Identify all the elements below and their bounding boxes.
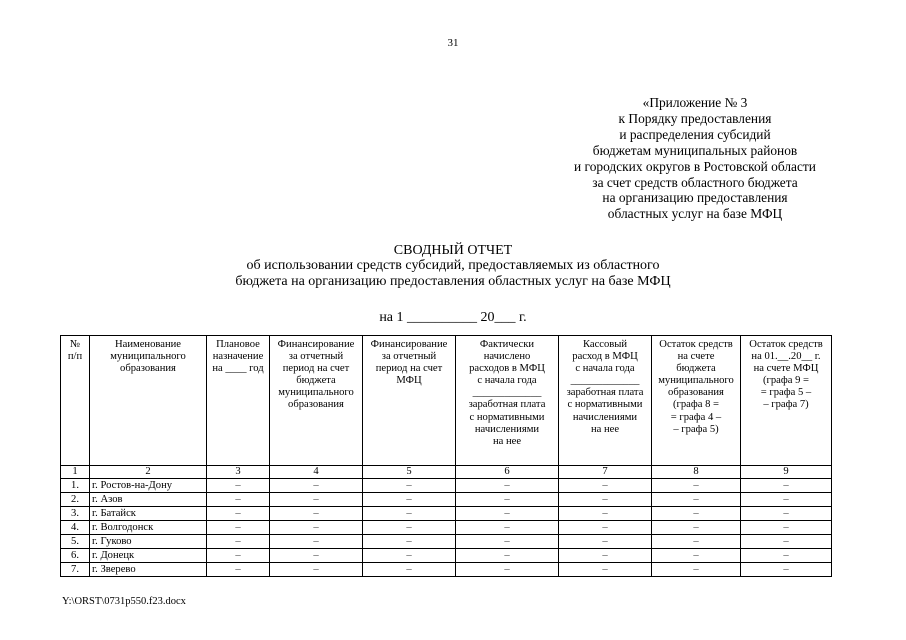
value-cell: – — [559, 507, 652, 521]
table-row — [61, 563, 832, 577]
header-line: на счете — [677, 351, 715, 363]
value-cell: – — [363, 521, 456, 535]
header-line: муниципального — [658, 375, 734, 387]
appendix-line: областных услуг на базе МФЦ — [607, 206, 783, 222]
header-line: Остаток средств — [749, 339, 823, 350]
header-line: с нормативными — [567, 399, 643, 411]
header-line: Наименование — [115, 339, 181, 350]
header-line: образования — [668, 387, 724, 399]
value-cell: – — [741, 535, 832, 549]
header-line: период на счет — [375, 363, 443, 375]
value-cell: – — [207, 563, 270, 577]
row-index-cell: 3. — [61, 507, 90, 521]
header-line: Финансирование — [370, 339, 448, 350]
header-line: образования — [288, 399, 344, 411]
header-line: период на счет — [282, 363, 350, 375]
column-number-cell: 8 — [652, 466, 741, 479]
table-header-cell — [456, 336, 559, 466]
header-line: на нее — [492, 435, 522, 447]
table-row — [61, 535, 832, 549]
value-cell: – — [207, 521, 270, 535]
table-header-cell — [363, 336, 456, 466]
header-line: _____________ — [472, 387, 542, 399]
header-line: начислениями — [474, 423, 540, 435]
header-line: образования — [120, 363, 176, 375]
value-cell: – — [207, 549, 270, 563]
value-cell: – — [456, 535, 559, 549]
value-cell: – — [456, 521, 559, 535]
appendix-line: и распределения субсидий — [619, 126, 771, 142]
row-index-cell: 7. — [61, 563, 90, 577]
value-cell: – — [652, 549, 741, 563]
header-line: с начала года — [575, 363, 635, 375]
value-cell: – — [741, 549, 832, 563]
value-cell: – — [363, 479, 456, 493]
value-cell: – — [270, 493, 363, 507]
table-row — [61, 507, 832, 521]
header-line: – графа 5) — [673, 423, 719, 435]
value-cell: – — [207, 535, 270, 549]
header-line: Остаток средств — [659, 339, 733, 350]
page-number: 31 — [447, 37, 459, 49]
subtitle-line: об использовании средств субсидий, предоставляемых из областного — [246, 258, 660, 274]
municipality-name-cell: г. Донецк — [90, 549, 207, 563]
appendix-line: к Порядку предоставления — [618, 110, 772, 126]
header-line: муниципального — [110, 351, 186, 363]
appendix-line: бюджетам муниципальных районов — [592, 142, 798, 158]
value-cell: – — [652, 521, 741, 535]
header-line: бюджета — [676, 363, 716, 375]
value-cell: – — [270, 563, 363, 577]
header-line: с нормативными — [469, 411, 545, 423]
report-subtitle — [150, 258, 756, 289]
value-cell: – — [207, 493, 270, 507]
report-title-block — [150, 243, 756, 289]
value-cell: – — [363, 563, 456, 577]
value-cell: – — [741, 507, 832, 521]
value-cell: – — [363, 535, 456, 549]
value-cell: – — [652, 535, 741, 549]
header-line: за отчетный — [288, 351, 344, 363]
header-line: № — [69, 339, 81, 350]
table-header-cell — [741, 336, 832, 466]
header-line: назначение — [212, 351, 264, 363]
municipality-name-cell: г. Зверево — [90, 563, 207, 577]
value-cell: – — [456, 507, 559, 521]
table-header-cell — [559, 336, 652, 466]
header-line: заработная плата — [468, 399, 546, 411]
value-cell: – — [363, 549, 456, 563]
table-header-cell — [270, 336, 363, 466]
header-line: _____________ — [570, 375, 640, 387]
value-cell: – — [559, 479, 652, 493]
header-line: (графа 8 = — [672, 399, 719, 411]
subtitle-line: бюджета на организацию предоставления областных услуг на базе МФЦ — [235, 273, 671, 289]
appendix-line: и городских округов в Ростовской области — [574, 158, 816, 174]
header-line: начислениями — [572, 411, 638, 423]
column-number-cell: 1 — [61, 466, 90, 479]
header-line: на 01.__.20__ г. — [751, 351, 821, 363]
table-header-row — [61, 336, 832, 466]
value-cell: – — [559, 521, 652, 535]
appendix-line: на организацию предоставления — [602, 190, 788, 206]
value-cell: – — [363, 507, 456, 521]
appendix-heading — [540, 95, 850, 222]
column-number-cell: 5 — [363, 466, 456, 479]
header-line: п/п — [67, 351, 83, 363]
table-header-cell — [90, 336, 207, 466]
value-cell: – — [270, 479, 363, 493]
appendix-line: за счет средств областного бюджета — [592, 174, 798, 190]
report-date-line: на 1 __________ 20___ г. — [379, 310, 527, 325]
header-line: заработная плата — [566, 387, 644, 399]
value-cell: – — [363, 493, 456, 507]
header-line: = графа 5 – — [760, 387, 812, 399]
row-index-cell: 6. — [61, 549, 90, 563]
header-line: расходов в МФЦ — [469, 363, 545, 375]
value-cell: – — [207, 479, 270, 493]
footer-file-path: Y:\ORST\0731p550.f23.docx — [62, 596, 186, 607]
municipality-name-cell: г. Гуково — [90, 535, 207, 549]
header-line: начислено — [483, 351, 531, 363]
header-line: расход в МФЦ — [572, 351, 638, 363]
municipality-name-cell: г. Азов — [90, 493, 207, 507]
value-cell: – — [652, 563, 741, 577]
value-cell: – — [559, 493, 652, 507]
value-cell: – — [270, 507, 363, 521]
value-cell: – — [741, 521, 832, 535]
column-number-cell: 2 — [90, 466, 207, 479]
table-row — [61, 479, 832, 493]
table-row — [61, 493, 832, 507]
header-line: = графа 4 – — [670, 411, 722, 423]
header-line: МФЦ — [396, 375, 422, 387]
value-cell: – — [456, 479, 559, 493]
row-index-cell: 1. — [61, 479, 90, 493]
header-line: на ____ год — [212, 363, 264, 375]
column-number-cell: 6 — [456, 466, 559, 479]
value-cell: – — [270, 521, 363, 535]
row-index-cell: 4. — [61, 521, 90, 535]
value-cell: – — [559, 535, 652, 549]
row-index-cell: 5. — [61, 535, 90, 549]
value-cell: – — [456, 549, 559, 563]
value-cell: – — [741, 479, 832, 493]
header-line: Финансирование — [277, 339, 355, 350]
header-line: за отчетный — [381, 351, 437, 363]
table-header-cell — [652, 336, 741, 466]
column-number-cell: 3 — [207, 466, 270, 479]
column-number-row — [61, 466, 832, 479]
table-row — [61, 549, 832, 563]
report-table — [60, 335, 832, 577]
value-cell: – — [652, 507, 741, 521]
value-cell: – — [456, 563, 559, 577]
table-header-cell — [61, 336, 90, 466]
value-cell: – — [456, 493, 559, 507]
value-cell: – — [741, 563, 832, 577]
header-line: Фактически — [479, 339, 535, 350]
column-number-cell: 9 — [741, 466, 832, 479]
header-line: – графа 7) — [763, 399, 809, 411]
value-cell: – — [559, 549, 652, 563]
table-header-cell — [207, 336, 270, 466]
header-line: (графа 9 = — [762, 375, 809, 387]
column-number-cell: 7 — [559, 466, 652, 479]
municipality-name-cell: г. Волгодонск — [90, 521, 207, 535]
header-line: бюджета — [296, 375, 336, 387]
table-row — [61, 521, 832, 535]
value-cell: – — [652, 479, 741, 493]
header-line: Кассовый — [582, 339, 628, 350]
municipality-name-cell: г. Ростов-на-Дону — [90, 479, 207, 493]
municipality-name-cell: г. Батайск — [90, 507, 207, 521]
column-number-cell: 4 — [270, 466, 363, 479]
appendix-line: «Приложение № 3 — [642, 95, 748, 110]
report-title: СВОДНЫЙ ОТЧЕТ — [393, 243, 513, 258]
header-line: муниципального — [278, 387, 354, 399]
value-cell: – — [559, 563, 652, 577]
value-cell: – — [270, 535, 363, 549]
header-line: Плановое — [216, 339, 260, 350]
header-line: на нее — [590, 423, 620, 435]
value-cell: – — [270, 549, 363, 563]
header-line: с начала года — [477, 375, 537, 387]
row-index-cell: 2. — [61, 493, 90, 507]
value-cell: – — [652, 493, 741, 507]
value-cell: – — [741, 493, 832, 507]
value-cell: – — [207, 507, 270, 521]
header-line: на счете МФЦ — [753, 363, 819, 375]
